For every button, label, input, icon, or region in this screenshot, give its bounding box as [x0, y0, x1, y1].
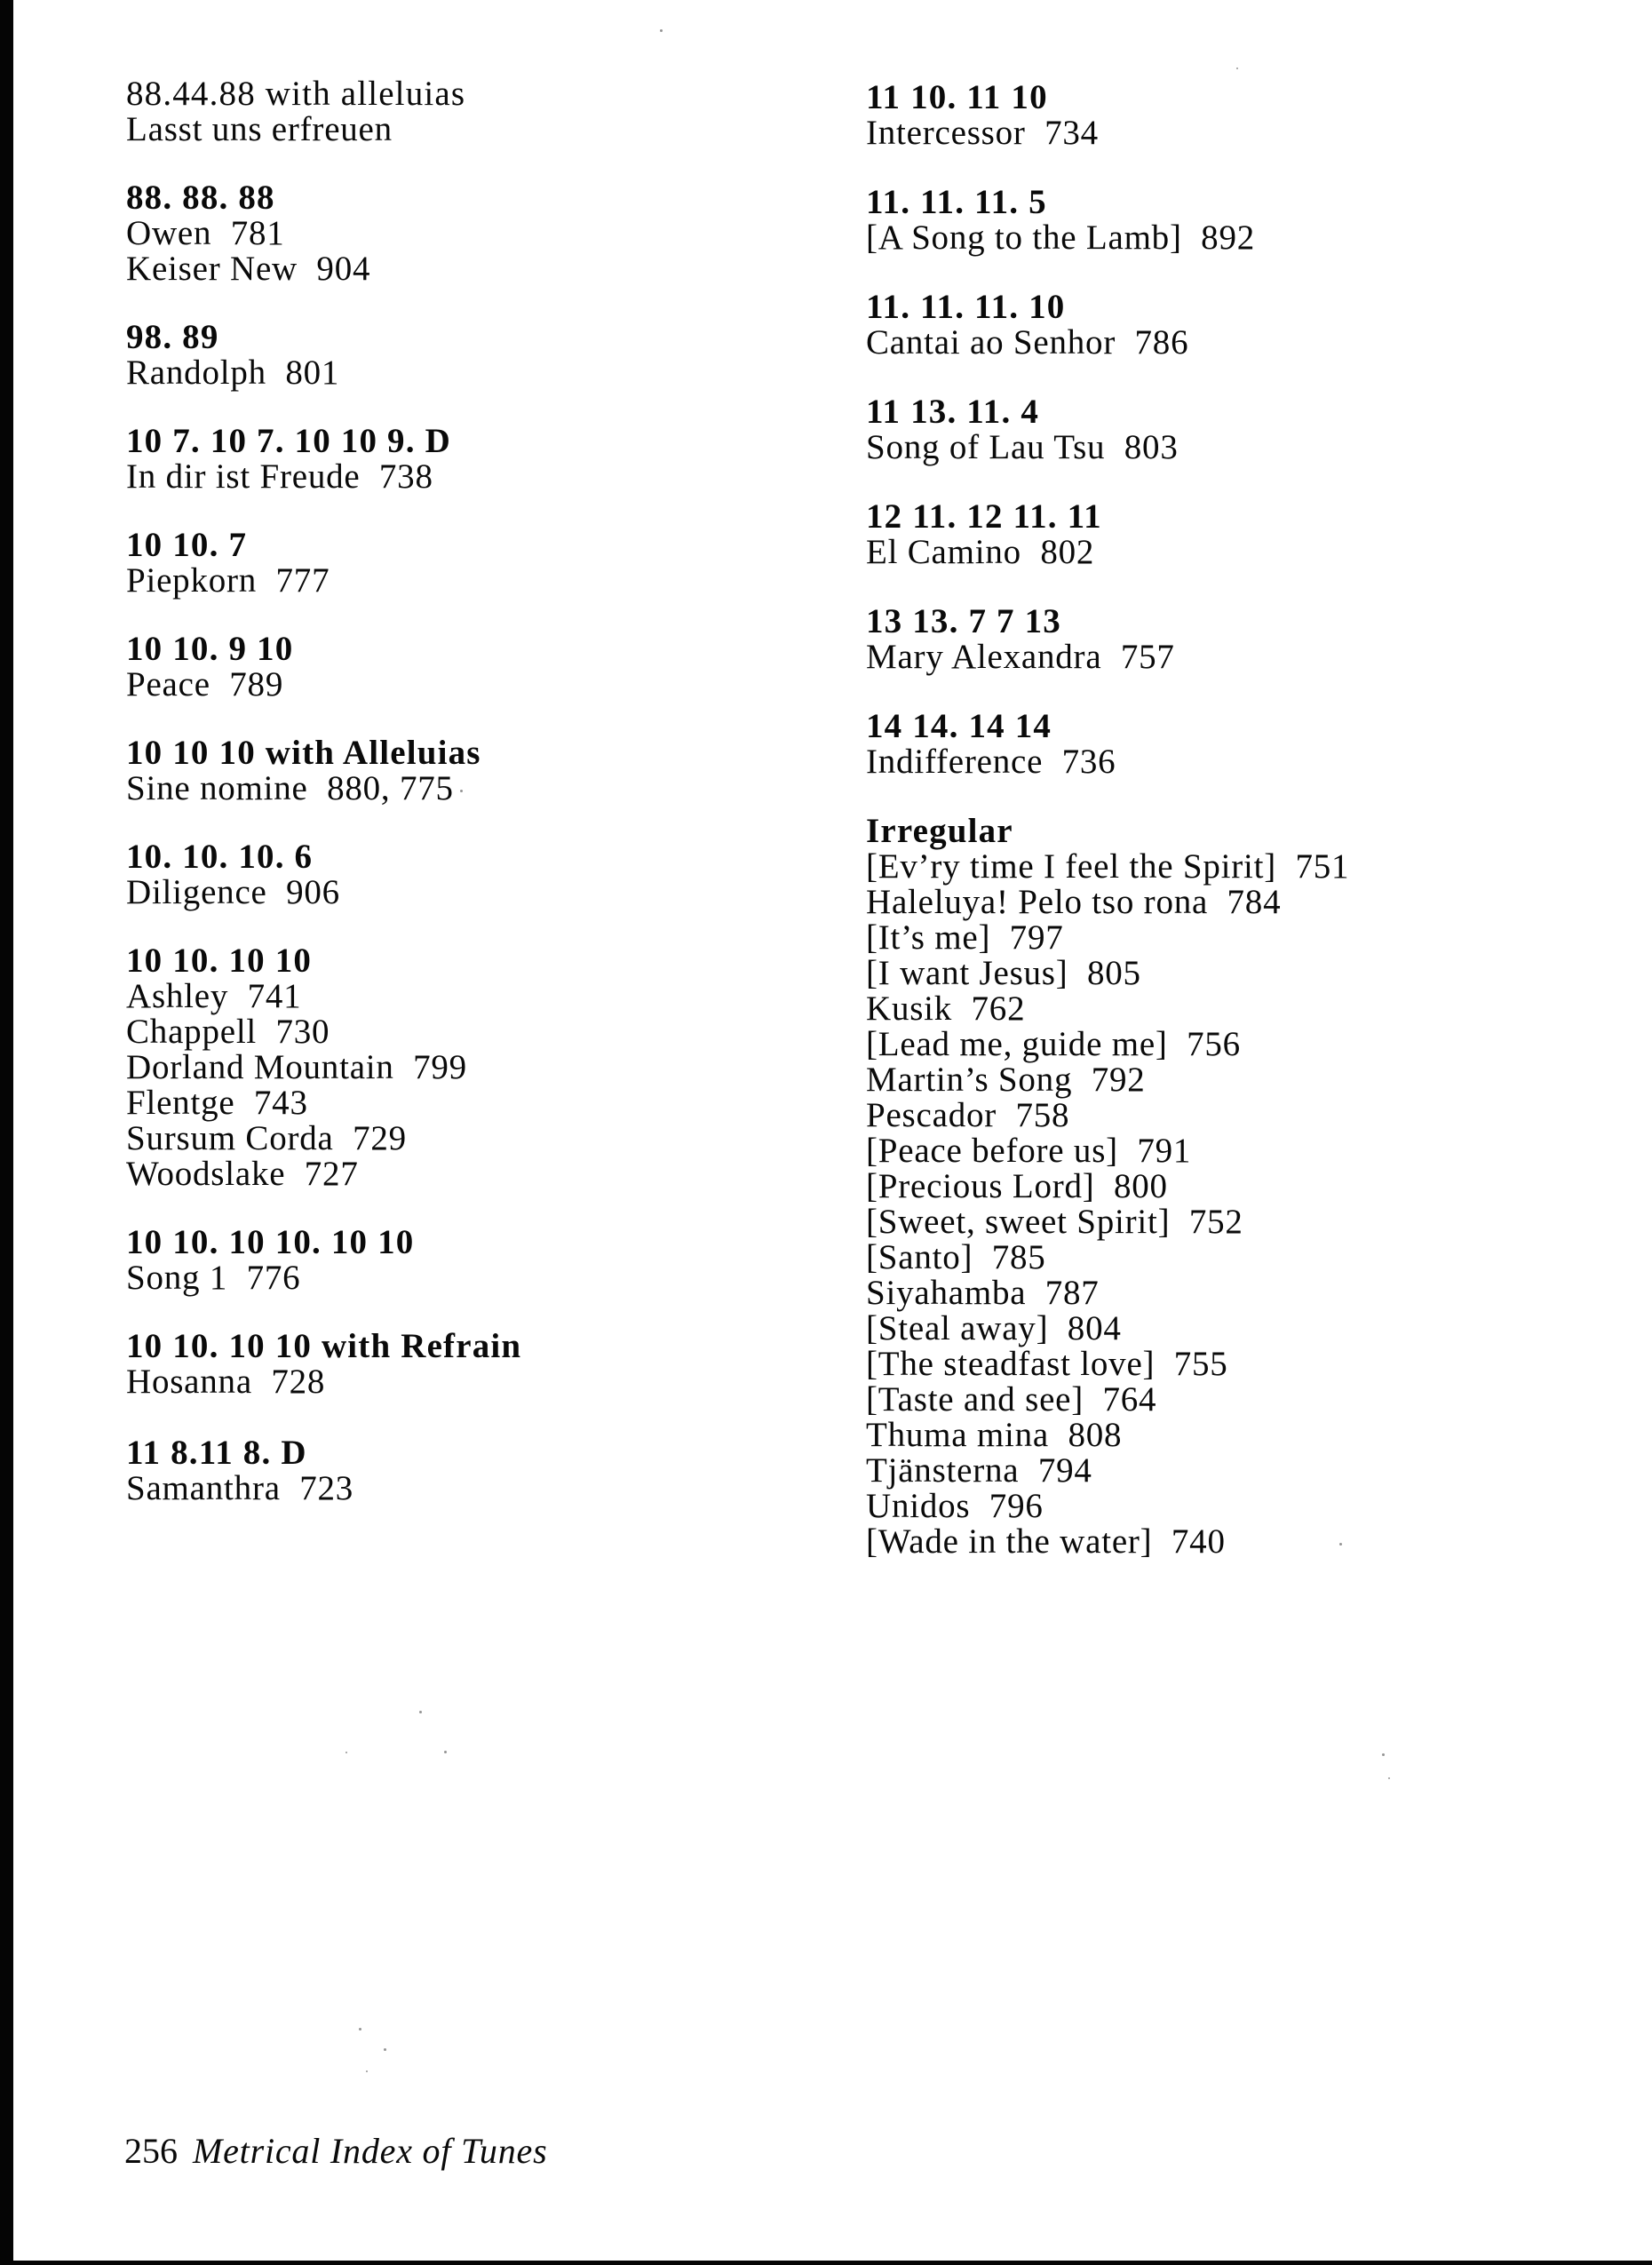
tune-entry: [866, 1347, 1434, 1382]
tune-name: [I want Jesus]: [866, 954, 1068, 992]
tune-name: Ashley: [126, 977, 229, 1015]
meter-group: [866, 604, 1434, 675]
meter-group: [126, 943, 677, 1192]
meter-heading: 11. 11. 11. 5: [866, 183, 1047, 221]
tune-name: El Camino: [866, 533, 1021, 571]
tune-page-number: 729: [353, 1119, 407, 1157]
tune-entry: [866, 991, 1434, 1027]
meter-heading: Irregular: [866, 812, 1013, 850]
tune-entry: [866, 1098, 1434, 1133]
tune-entry: [866, 1276, 1434, 1311]
meter-group: [126, 528, 677, 599]
tune-entry: [866, 115, 1434, 151]
tune-entry: [866, 1418, 1434, 1453]
meter-group: [126, 76, 677, 147]
meter-heading: 88. 88. 88: [126, 179, 275, 217]
tune-entry: [866, 1524, 1434, 1560]
tune-entry: [126, 1014, 677, 1050]
tune-page-number: 776: [246, 1259, 301, 1297]
tune-name: Song 1: [126, 1259, 228, 1297]
tune-entry: [866, 1133, 1434, 1169]
tune-page-number: 880, 775: [327, 769, 454, 807]
tune-page-number: 781: [230, 214, 285, 252]
tune-page-number: 757: [1120, 638, 1175, 676]
tune-entry: [866, 640, 1434, 675]
scan-speckle: [444, 1751, 447, 1753]
tune-page-number: 741: [247, 977, 302, 1015]
tune-entry: [126, 1085, 677, 1121]
meter-group: [866, 185, 1434, 256]
meter-heading: 14 14. 14 14: [866, 707, 1052, 745]
tune-entry: [126, 1121, 677, 1156]
tune-page-number: 755: [1173, 1345, 1228, 1383]
tune-entry: [126, 771, 677, 807]
tune-entry: [126, 1156, 677, 1192]
tune-name: Pescador: [866, 1096, 997, 1134]
meter-group: [126, 424, 677, 495]
meter-group: [126, 735, 677, 807]
tune-name: Tjänsterna: [866, 1451, 1020, 1490]
tune-page-number: 799: [413, 1048, 467, 1086]
tune-name: [Taste and see]: [866, 1380, 1084, 1419]
tune-page-number: 730: [275, 1013, 330, 1051]
meter-heading: 98. 89: [126, 318, 219, 356]
tune-page-number: 736: [1061, 743, 1116, 781]
tune-name: Hosanna: [126, 1363, 252, 1401]
tune-name: Peace: [126, 665, 210, 703]
meter-group: [126, 1329, 677, 1400]
tune-name: [Sweet, sweet Spirit]: [866, 1203, 1171, 1241]
meter-heading: 10 10. 9 10: [126, 630, 294, 668]
tune-page-number: 794: [1037, 1451, 1092, 1490]
tune-entry: [126, 459, 677, 495]
tune-entry: [866, 1489, 1434, 1524]
tune-entry: [866, 1169, 1434, 1204]
meter-group: [126, 839, 677, 910]
footer-title: Metrical Index of Tunes: [193, 2131, 548, 2171]
tune-entry: [866, 325, 1434, 361]
tune-name: Lasst uns erfreuen: [126, 110, 393, 148]
tune-name: [A Song to the Lamb]: [866, 219, 1182, 257]
tune-name: Intercessor: [866, 114, 1026, 152]
tune-page-number: 801: [285, 354, 340, 392]
tune-name: Chappell: [126, 1013, 258, 1051]
tune-page-number: 789: [229, 665, 284, 703]
tune-name: Cantai ao Senhor: [866, 323, 1116, 362]
tune-name: Sursum Corda: [126, 1119, 334, 1157]
meter-heading: 13 13. 7 7 13: [866, 602, 1061, 640]
scan-speckle: [359, 2028, 361, 2031]
meter-heading: 88.44.88 with alleluias: [126, 75, 466, 113]
tune-entry: [126, 979, 677, 1014]
tune-name: Unidos: [866, 1487, 971, 1525]
tune-entry: [126, 216, 677, 251]
meter-group: [126, 632, 677, 703]
tune-entry: [866, 1382, 1434, 1418]
tune-name: Randolph: [126, 354, 266, 392]
tune-name: [The steadfast love]: [866, 1345, 1156, 1383]
tune-page-number: 797: [1009, 918, 1064, 957]
tune-name: Sine nomine: [126, 769, 308, 807]
meter-heading: 11. 11. 11. 10: [866, 288, 1066, 326]
tune-page-number: 805: [1086, 954, 1141, 992]
tune-name: Mary Alexandra: [866, 638, 1102, 676]
tune-page-number: 792: [1091, 1061, 1146, 1099]
tune-entry: [866, 885, 1434, 920]
scan-speckle: [384, 2048, 386, 2051]
tune-page-number: 723: [299, 1469, 354, 1507]
scan-speckle: [345, 1752, 347, 1753]
tune-page-number: 758: [1015, 1096, 1070, 1134]
tune-page-number: 892: [1201, 219, 1256, 257]
tune-entry: [126, 355, 677, 391]
tune-entry: [866, 1027, 1434, 1062]
tune-entry: [126, 1471, 677, 1506]
tune-name: [It’s me]: [866, 918, 991, 957]
tune-entry: [866, 1311, 1434, 1347]
meter-heading: 10 10. 10 10 with Refrain: [126, 1327, 522, 1365]
tune-page-number: 734: [1044, 114, 1099, 152]
tune-name: Owen: [126, 214, 212, 252]
tune-name: Indifference: [866, 743, 1044, 781]
meter-heading: 11 8.11 8. D: [126, 1434, 307, 1472]
tune-name: Thuma mina: [866, 1416, 1049, 1454]
tune-page-number: 740: [1171, 1522, 1226, 1561]
left-edge-scan-bar: [0, 0, 13, 2265]
tune-entry: [866, 744, 1434, 780]
tune-entry: [126, 1050, 677, 1085]
tune-entry: [126, 875, 677, 910]
tune-page-number: 727: [304, 1155, 359, 1193]
tune-entry: [866, 1240, 1434, 1276]
tune-page-number: 777: [275, 561, 330, 600]
tune-entry: [866, 1062, 1434, 1098]
tune-name: Samanthra: [126, 1469, 281, 1507]
index-column-left: [126, 76, 677, 1539]
tune-page-number: 764: [1102, 1380, 1157, 1419]
meter-heading: 10. 10. 10. 6: [126, 838, 314, 876]
scan-speckle: [1382, 1753, 1385, 1756]
tune-page-number: 904: [316, 250, 371, 288]
tune-name: Haleluya! Pelo tso rona: [866, 883, 1209, 921]
tune-entry: [866, 220, 1434, 256]
meter-group: [866, 499, 1434, 570]
tune-page-number: 786: [1134, 323, 1189, 362]
tune-name: [Peace before us]: [866, 1132, 1118, 1170]
tune-name: [Ev’ry time I feel the Spirit]: [866, 847, 1276, 886]
tune-entry: [866, 849, 1434, 885]
tune-page-number: 787: [1044, 1274, 1100, 1312]
tune-page-number: 808: [1068, 1416, 1123, 1454]
tune-page-number: 796: [989, 1487, 1044, 1525]
tune-page-number: 804: [1067, 1309, 1122, 1347]
tune-name: [Santo]: [866, 1238, 973, 1276]
tune-page-number: 738: [378, 457, 433, 496]
tune-page-number: 728: [271, 1363, 326, 1401]
tune-page-number: 784: [1227, 883, 1282, 921]
tune-page-number: 752: [1188, 1203, 1243, 1241]
tune-name: Dorland Mountain: [126, 1048, 394, 1086]
tune-entry: [866, 430, 1434, 465]
tune-page-number: 743: [253, 1084, 308, 1122]
tune-entry: [126, 1364, 677, 1400]
meter-group: [126, 1435, 677, 1506]
meter-group: [126, 1225, 677, 1296]
meter-group: [126, 180, 677, 287]
tune-name: Flentge: [126, 1084, 235, 1122]
tune-name: Kusik: [866, 989, 953, 1028]
tune-entry: [866, 920, 1434, 956]
tune-entry: [866, 956, 1434, 991]
meter-heading: 10 10 10 with Alleluias: [126, 734, 481, 772]
index-column-right: [866, 80, 1434, 1593]
tune-name: [Steal away]: [866, 1309, 1049, 1347]
tune-name: Woodslake: [126, 1155, 286, 1193]
meter-heading: 11 13. 11. 4: [866, 393, 1039, 431]
footer-page-number: 256: [124, 2131, 178, 2171]
scan-speckle: [419, 1711, 422, 1713]
tune-name: [Wade in the water]: [866, 1522, 1153, 1561]
tune-page-number: 906: [286, 873, 340, 911]
meter-group: [866, 394, 1434, 465]
tune-entry: [126, 1260, 677, 1296]
tune-page-number: 762: [971, 989, 1026, 1028]
tune-name: [Lead me, guide me]: [866, 1025, 1168, 1063]
tune-page-number: 802: [1040, 533, 1095, 571]
meter-heading: 12 11. 12 11. 11: [866, 497, 1102, 536]
tune-name: Keiser New: [126, 250, 298, 288]
meter-group: [866, 814, 1434, 1560]
tune-name: In dir ist Freude: [126, 457, 361, 496]
tune-name: Diligence: [126, 873, 267, 911]
meter-heading: 10 7. 10 7. 10 10 9. D: [126, 422, 451, 460]
meter-group: [126, 320, 677, 391]
tune-entry: [866, 535, 1434, 570]
tune-page-number: 800: [1113, 1167, 1168, 1205]
tune-page-number: 785: [991, 1238, 1046, 1276]
tune-name: Siyahamba: [866, 1274, 1027, 1312]
scan-speckle: [1388, 1777, 1390, 1779]
meter-heading: 10 10. 7: [126, 526, 248, 564]
tune-entry: [126, 563, 677, 599]
tune-page-number: 803: [1124, 428, 1179, 466]
scan-speckle: [1236, 68, 1238, 69]
meter-group: [866, 709, 1434, 780]
tune-entry: [866, 1204, 1434, 1240]
scan-speckle: [660, 29, 663, 32]
tune-entry: [126, 251, 677, 287]
tune-entry: [866, 1453, 1434, 1489]
tune-name: Song of Lau Tsu: [866, 428, 1106, 466]
tune-name: Martin’s Song: [866, 1061, 1073, 1099]
meter-group: [866, 290, 1434, 361]
meter-heading: 11 10. 11 10: [866, 78, 1048, 116]
tune-name: [Precious Lord]: [866, 1167, 1095, 1205]
tune-entry: [126, 667, 677, 703]
meter-group: [866, 80, 1434, 151]
tune-entry: [126, 112, 677, 147]
meter-heading: 10 10. 10 10: [126, 942, 313, 980]
tune-name: Piepkorn: [126, 561, 258, 600]
tune-page-number: 751: [1295, 847, 1350, 886]
bottom-edge-scan-line: [0, 2261, 1652, 2265]
tune-page-number: 756: [1187, 1025, 1241, 1063]
page-footer: [124, 2131, 547, 2172]
tune-page-number: 791: [1137, 1132, 1192, 1170]
meter-heading: 10 10. 10 10. 10 10: [126, 1223, 415, 1261]
scan-speckle: [366, 2070, 368, 2072]
